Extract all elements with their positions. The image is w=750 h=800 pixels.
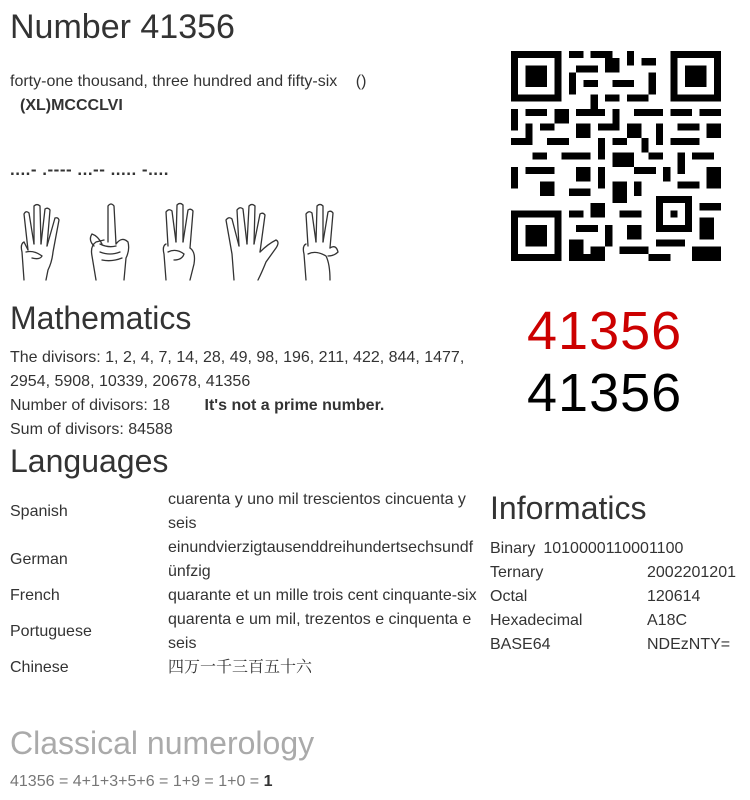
info-key: Binary (490, 540, 536, 557)
hand-six-icon (290, 200, 352, 282)
info-row-octal (490, 585, 750, 609)
words-text: forty-one thousand, three hundred and fifty-six (10, 73, 338, 90)
language-name: French (10, 587, 60, 604)
informatics-table (490, 537, 750, 657)
info-row-ternary (490, 561, 750, 585)
info-row-hexadecimal (490, 609, 750, 633)
info-key: BASE64 (490, 636, 551, 653)
divisor-count-line (10, 394, 480, 418)
language-value: einundvierzigtausenddreihundertsechsundfünfzig (168, 539, 474, 580)
mathematics-section (10, 346, 480, 442)
info-value: A18C (647, 612, 688, 629)
number-in-words (10, 70, 470, 118)
languages-heading: Languages (10, 443, 169, 479)
language-row-portuguese (10, 608, 480, 656)
page-title: Number 41356 (10, 8, 235, 46)
roman-numeral: (XL)MCCCLVI (20, 97, 123, 114)
words-paren: () (355, 73, 367, 90)
divisor-count: 18 (152, 397, 171, 414)
info-row-binary (490, 537, 750, 561)
info-value: 1010000110001100 (543, 540, 684, 557)
language-name: Spanish (10, 503, 68, 520)
prime-status: It's not a prime number. (204, 397, 385, 414)
hand-four-icon (10, 200, 72, 282)
divisors-label: The divisors: (10, 349, 101, 366)
numerology-result: 1 (263, 773, 273, 790)
number-display-black: 41356 (527, 363, 683, 423)
qr-code (511, 51, 721, 261)
language-row-spanish (10, 488, 480, 536)
language-value: cuarenta y uno mil trescientos cincuenta y seis (168, 491, 466, 532)
mathematics-heading: Mathematics (10, 300, 192, 336)
hand-one-icon (80, 200, 142, 282)
language-value: quarenta e um mil, trezentos e cinquenta e seis (168, 611, 472, 652)
number-display-red: 41356 (527, 301, 683, 361)
divisor-sum: 84588 (128, 421, 173, 438)
language-row-french (10, 584, 480, 608)
divisor-count-label: Number of divisors: (10, 397, 148, 414)
sign-language-hands (10, 200, 352, 282)
numerology-formula-line (10, 773, 273, 791)
info-key: Ternary (490, 564, 544, 581)
divisor-sum-label: Sum of divisors: (10, 421, 124, 438)
info-value: NDEzNTY= (647, 636, 731, 653)
numerology-formula: 41356 = 4+1+3+5+6 = 1+9 = 1+0 = (10, 773, 260, 790)
numerology-heading: Classical numerology (10, 725, 315, 761)
info-key: Hexadecimal (490, 612, 583, 629)
language-value: quarante et un mille trois cent cinquante-six (168, 587, 477, 604)
info-row-base64 (490, 633, 750, 657)
language-row-chinese (10, 656, 480, 680)
divisors-line (10, 346, 480, 394)
language-value: 四万一千三百五十六 (168, 659, 313, 676)
divisors-list: 1, 2, 4, 7, 14, 28, 49, 98, 196, 211, 422, 844, 1477, 2954, 5908, 10339, 20678, 41356 (10, 349, 465, 390)
language-name: Chinese (10, 659, 69, 676)
info-key: Octal (490, 588, 528, 605)
languages-table (10, 488, 480, 680)
language-name: German (10, 551, 68, 568)
divisor-sum-line (10, 418, 480, 442)
informatics-heading: Informatics (490, 490, 647, 526)
hand-five-icon (220, 200, 282, 282)
hand-three-icon (150, 200, 212, 282)
language-name: Portuguese (10, 623, 92, 640)
info-value: 2002201201 (647, 564, 736, 581)
info-value: 120614 (647, 588, 701, 605)
morse-code: ....- .---- ...-- ..... -.... (10, 160, 169, 179)
language-row-german (10, 536, 480, 584)
